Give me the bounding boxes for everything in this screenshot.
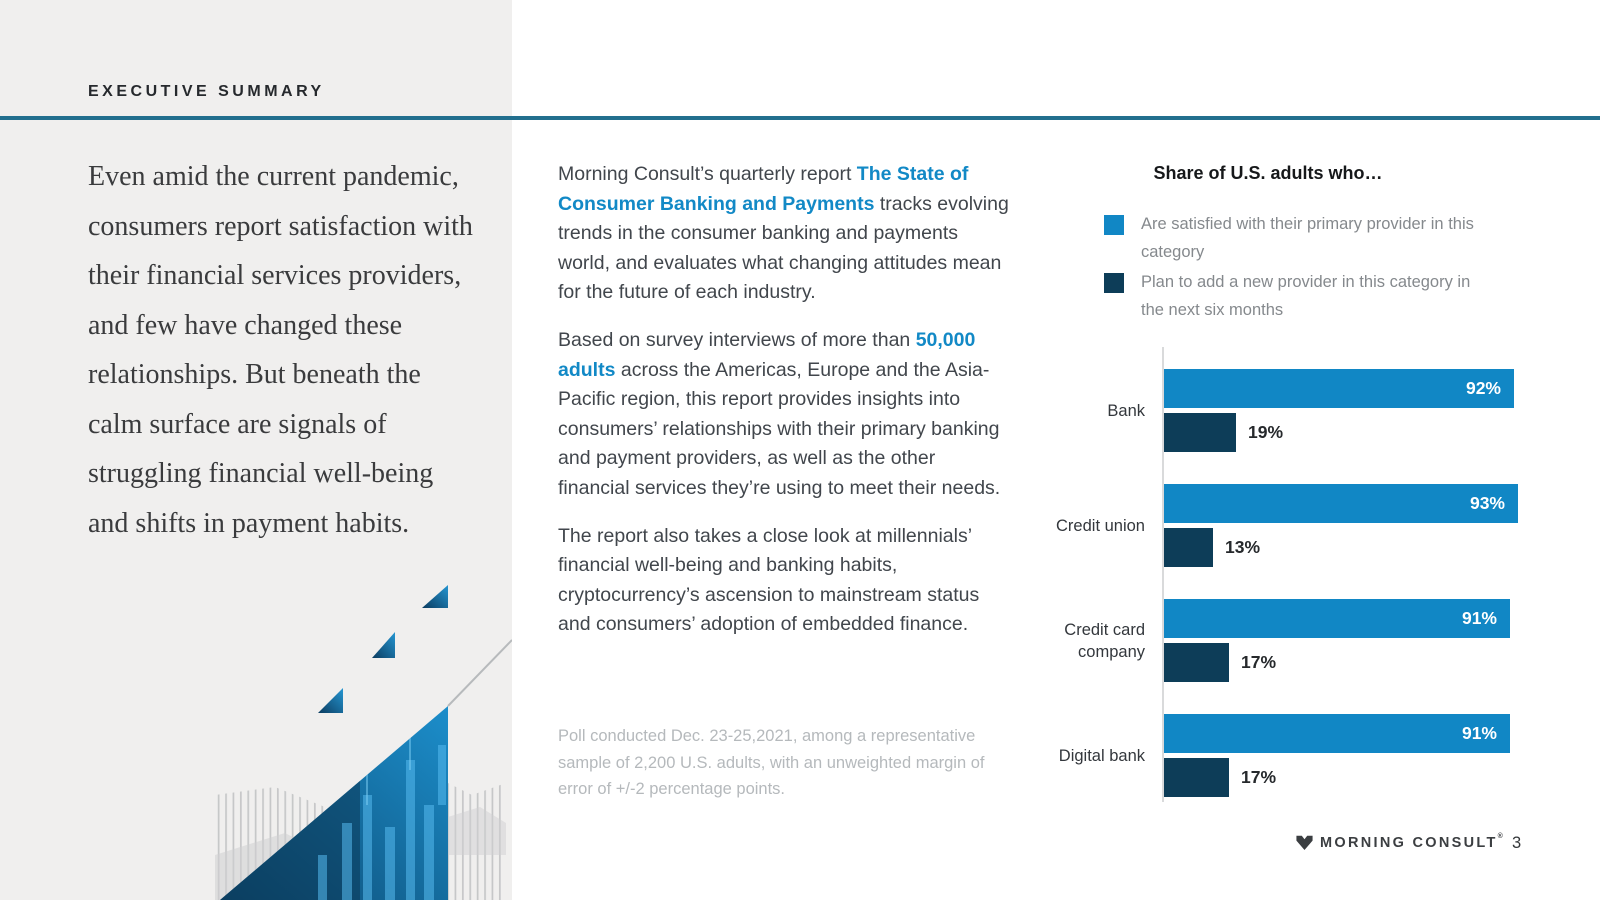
category-label: Bank xyxy=(1107,401,1145,420)
chart-title: Share of U.S. adults who… xyxy=(1153,163,1383,183)
small-triangle xyxy=(422,585,448,608)
plan-add-bar xyxy=(1164,528,1213,567)
category-label: Credit union xyxy=(1056,516,1145,535)
plan-add-bar xyxy=(1164,758,1229,797)
chart-row xyxy=(1020,577,1516,692)
satisfied-bar xyxy=(1164,599,1510,638)
decorative-market-graphic xyxy=(200,555,512,900)
highlight-text: The State of Consumer Banking and Payments xyxy=(558,163,969,215)
legend-label: Are satisfied with their primary provider in this category xyxy=(1141,215,1474,261)
chart-row xyxy=(1020,692,1516,807)
section-kicker: EXECUTIVE SUMMARY xyxy=(88,83,325,100)
paragraph xyxy=(558,326,1010,504)
satisfied-bar xyxy=(1164,484,1518,523)
trend-line xyxy=(448,640,512,706)
paragraph-text: Morning Consult’s quarterly report xyxy=(558,163,857,185)
satisfied-bar xyxy=(1164,714,1510,753)
small-triangle xyxy=(372,632,395,658)
bar-value-label: 17% xyxy=(1241,767,1277,787)
page-number: 3 xyxy=(1512,834,1522,852)
summary-quote: Even amid the current pandemic, consumers report satisfaction with their financial services providers, and few have changed these relationships. But beneath the calm surface are signals of struggling financial well-being and shifts in payment habits. xyxy=(88,161,473,539)
paragraph-text: Based on survey interviews of more than xyxy=(558,328,916,351)
chart-row xyxy=(1020,462,1516,577)
paragraph-text: across the Americas, Europe and the Asia-Pacific region, this report provides insights into consumers’ relationships with their primary banking and payment providers, as well as the other financial services they’re using to meet their needs. xyxy=(558,358,1001,499)
body-copy xyxy=(558,160,1010,658)
highlight-text: 50,000 adults xyxy=(558,328,976,381)
satisfied-bar xyxy=(1164,369,1514,408)
bar-value-label: 92% xyxy=(1465,378,1501,398)
category-label: Digital bank xyxy=(1058,746,1145,765)
divider-rule xyxy=(0,116,1600,120)
legend-swatch-satisfied xyxy=(1104,215,1124,235)
chart-legend xyxy=(1104,211,1516,324)
bar-value-label: 17% xyxy=(1241,652,1277,672)
paragraph-text: The report also takes a close look at millennials’ financial well-being and banking habits, cryptocurrency’s ascension to mainstream status and consumers’ adoption of embedded finance. xyxy=(558,524,980,636)
legend-item xyxy=(1104,211,1516,266)
registered-mark: ® xyxy=(1497,833,1506,840)
bar-value-label: 91% xyxy=(1461,723,1497,743)
morning-consult-logo-icon xyxy=(1296,835,1313,851)
category-label: Credit card company xyxy=(1064,620,1145,661)
brand-wordmark: MORNING CONSULT® xyxy=(1320,833,1506,851)
footer-brand xyxy=(1296,835,1505,851)
bar-value-label: 91% xyxy=(1461,608,1497,628)
paragraph xyxy=(558,522,1010,640)
plan-add-bar xyxy=(1164,643,1229,682)
paragraph xyxy=(558,160,1010,308)
methodology-footnote: Poll conducted Dec. 23-25,2021, among a representative sample of 2,200 U.S. adults, with an unweighted margin of error of +/-2 percentage points. xyxy=(558,727,985,798)
bar-value-label: 19% xyxy=(1248,422,1284,442)
legend-label: Plan to add a new provider in this category in the next six months xyxy=(1141,273,1471,319)
chart-row xyxy=(1020,347,1516,462)
small-triangle xyxy=(318,688,343,713)
plan-add-bar xyxy=(1164,413,1236,452)
chart-plot xyxy=(1020,347,1516,802)
legend-item xyxy=(1104,269,1516,324)
legend-swatch-plan-add xyxy=(1104,273,1124,293)
bar-value-label: 13% xyxy=(1225,537,1261,557)
bar-value-label: 93% xyxy=(1469,493,1505,513)
bar-chart xyxy=(1020,162,1516,802)
paragraph-text: tracks evolving trends in the consumer banking and payments world, and evaluates what changing attitudes mean for the future of each industry. xyxy=(558,192,1009,304)
